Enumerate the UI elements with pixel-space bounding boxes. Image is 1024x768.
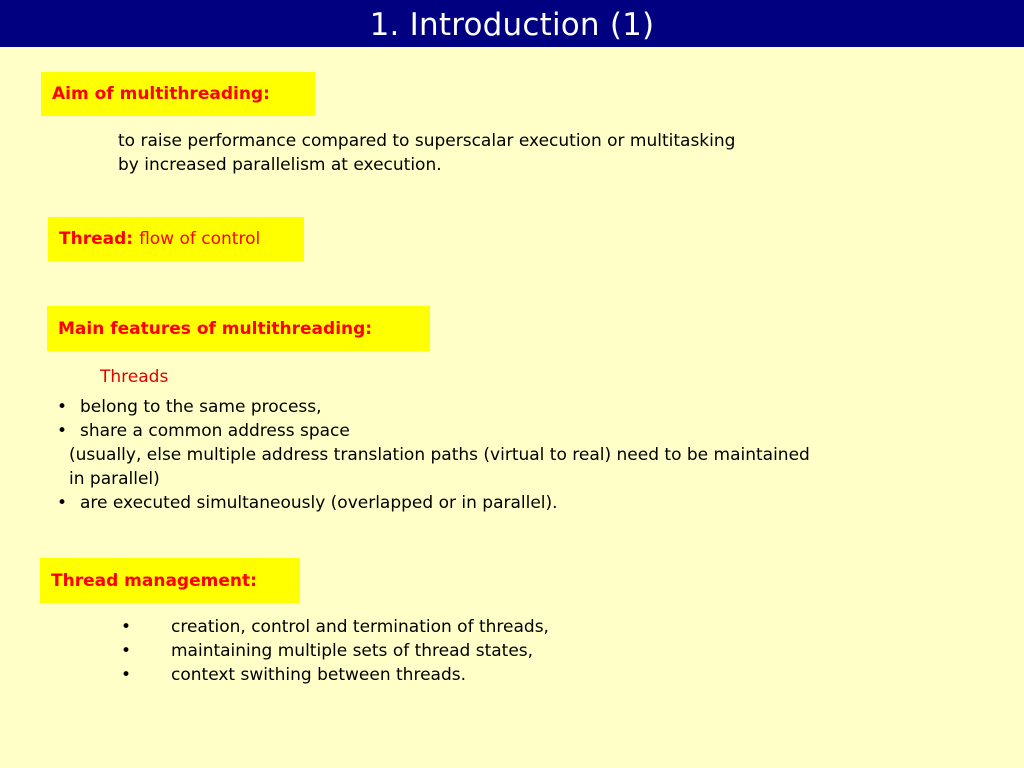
management-item-3 [121, 663, 466, 687]
features-item-1 [57, 395, 322, 419]
features-item-text: are executed simultaneously (overlapped or in parallel). [80, 493, 558, 513]
features-label: Main features of multithreading: [58, 318, 373, 339]
aim-line-1: to raise performance compared to superscalar execution or multitasking [118, 131, 736, 151]
bullet-icon: • [121, 665, 132, 685]
management-item-text: creation, control and termination of threads, [171, 617, 549, 637]
features-item-3 [57, 491, 558, 515]
management-label-box [40, 558, 300, 603]
slide-title: 1. Introduction (1) [369, 7, 655, 43]
thread-label: Thread: [59, 229, 134, 249]
title-bar [0, 0, 1024, 47]
features-note-line-1: (usually, else multiple address translation paths (virtual to real) need to be maintained [69, 445, 810, 465]
management-item-text: context swithing between threads. [171, 665, 466, 685]
features-note-line-2: in parallel) [69, 469, 160, 489]
features-item-text: belong to the same process, [80, 397, 322, 417]
bullet-icon: • [121, 617, 132, 637]
bullet-icon: • [57, 493, 68, 513]
features-label-box [47, 306, 430, 351]
management-item-2 [121, 639, 533, 663]
management-item-text: maintaining multiple sets of thread states, [171, 641, 534, 661]
bullet-icon: • [57, 397, 68, 417]
aim-label: Aim of multithreading: [52, 84, 270, 104]
thread-label-box [48, 217, 304, 261]
aim-line-2: by increased parallelism at execution. [118, 155, 442, 175]
bullet-icon: • [121, 641, 132, 661]
features-item-2 [57, 419, 350, 443]
aim-label-box [41, 72, 315, 116]
features-item-text: share a common address space [80, 421, 350, 441]
bullet-icon: • [57, 421, 68, 441]
management-item-1 [121, 615, 549, 639]
features-subheading: Threads [100, 367, 169, 387]
thread-definition: flow of control [139, 229, 261, 249]
management-label: Thread management: [51, 570, 257, 591]
